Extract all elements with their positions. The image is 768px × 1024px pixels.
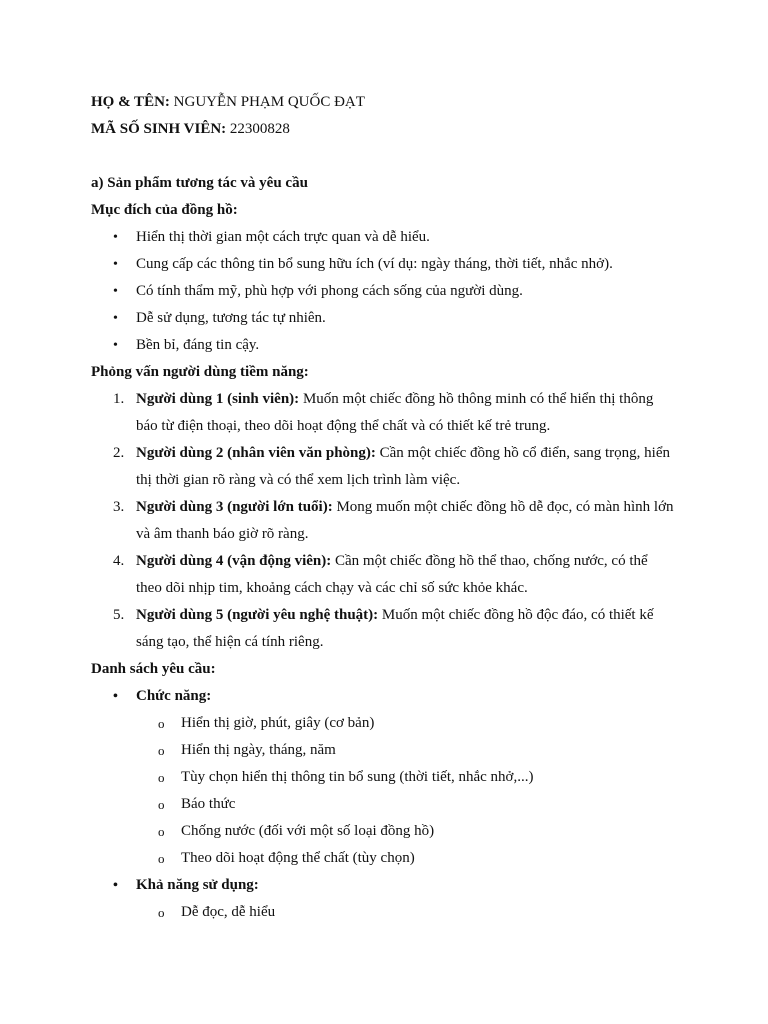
- circle-bullet-icon: o: [158, 851, 165, 866]
- section-title: a) Sản phẩm tương tác và yêu cầu: [91, 175, 308, 191]
- functions-label: • Chức năng:: [91, 683, 691, 710]
- usability-item: o Dễ đọc, dễ hiểu: [91, 899, 691, 926]
- circle-bullet-icon: o: [158, 905, 165, 920]
- requirements-heading: Danh sách yêu cầu:: [91, 661, 216, 677]
- circle-bullet-icon: o: [158, 824, 165, 839]
- purpose-item: • Hiển thị thời gian một cách trực quan và dễ hiểu.: [91, 224, 691, 251]
- bullet-icon: •: [113, 230, 118, 245]
- id-label: MÃ SỐ SINH VIÊN:: [91, 121, 227, 137]
- interview-item-cont: sáng tạo, thể hiện cá tính riêng.: [136, 634, 324, 650]
- interview-item-cont: thị thời gian rõ ràng và có thể xem lịch trình làm việc.: [136, 472, 461, 488]
- circle-bullet-icon: o: [158, 797, 165, 812]
- purpose-heading: Mục đích của đồng hồ:: [91, 202, 238, 218]
- interview-item: 1. Người dùng 1 (sinh viên): Muốn một chiếc đồng hồ thông minh có thể hiển thị thông: [113, 391, 654, 407]
- bullet-icon: •: [113, 338, 118, 353]
- circle-bullet-icon: o: [158, 743, 165, 758]
- bullet-icon: •: [113, 284, 118, 299]
- function-item: o Báo thức: [91, 791, 691, 818]
- bullet-icon: •: [113, 878, 118, 893]
- interview-item: 4. Người dùng 4 (vận động viên): Cần một chiếc đồng hồ thể thao, chống nước, có thể: [113, 553, 648, 569]
- purpose-item: • Dễ sử dụng, tương tác tự nhiên.: [91, 305, 691, 332]
- circle-bullet-icon: o: [158, 770, 165, 785]
- purpose-item: • Có tính thẩm mỹ, phù hợp với phong cách sống của người dùng.: [91, 278, 691, 305]
- student-id-line: [91, 116, 691, 143]
- bullet-icon: •: [113, 257, 118, 272]
- function-item: o Chống nước (đối với một số loại đồng hồ): [91, 818, 691, 845]
- id-value: 22300828: [229, 121, 290, 137]
- interview-item-cont: theo dõi nhịp tim, khoảng cách chạy và các chỉ số sức khỏe khác.: [136, 580, 528, 596]
- document-page: [91, 89, 691, 926]
- spacer: [91, 143, 691, 170]
- name-label: HỌ & TÊN:: [91, 94, 170, 110]
- function-item: o Hiển thị ngày, tháng, năm: [91, 737, 691, 764]
- student-name-line: [91, 89, 691, 116]
- bullet-icon: •: [113, 689, 118, 704]
- interview-item-cont: báo từ điện thoại, theo dõi hoạt động thể chất và có thiết kế trẻ trung.: [136, 418, 551, 434]
- interview-item: 5. Người dùng 5 (người yêu nghệ thuật): Muốn một chiếc đồng hồ độc đáo, có thiết kế: [113, 607, 654, 623]
- interview-item: 3. Người dùng 3 (người lớn tuổi): Mong muốn một chiếc đồng hồ dễ đọc, có màn hình lớn: [113, 499, 674, 515]
- interviews-heading: Phỏng vấn người dùng tiềm năng:: [91, 364, 309, 380]
- circle-bullet-icon: o: [158, 716, 165, 731]
- interview-item-cont: và âm thanh báo giờ rõ ràng.: [136, 526, 309, 542]
- usability-label: • Khả năng sử dụng:: [91, 872, 691, 899]
- purpose-item: • Cung cấp các thông tin bổ sung hữu ích (ví dụ: ngày tháng, thời tiết, nhắc nhở).: [91, 251, 691, 278]
- function-item: o Tùy chọn hiển thị thông tin bổ sung (thời tiết, nhắc nhở,...): [91, 764, 691, 791]
- name-value: NGUYỄN PHẠM QUỐC ĐẠT: [173, 94, 365, 110]
- function-item: o Hiển thị giờ, phút, giây (cơ bản): [91, 710, 691, 737]
- bullet-icon: •: [113, 311, 118, 326]
- purpose-item: • Bền bỉ, đáng tin cậy.: [91, 332, 691, 359]
- interview-item: 2. Người dùng 2 (nhân viên văn phòng): Cần một chiếc đồng hồ cổ điển, sang trọng, hiển: [113, 445, 670, 461]
- function-item: o Theo dõi hoạt động thể chất (tùy chọn): [91, 845, 691, 872]
